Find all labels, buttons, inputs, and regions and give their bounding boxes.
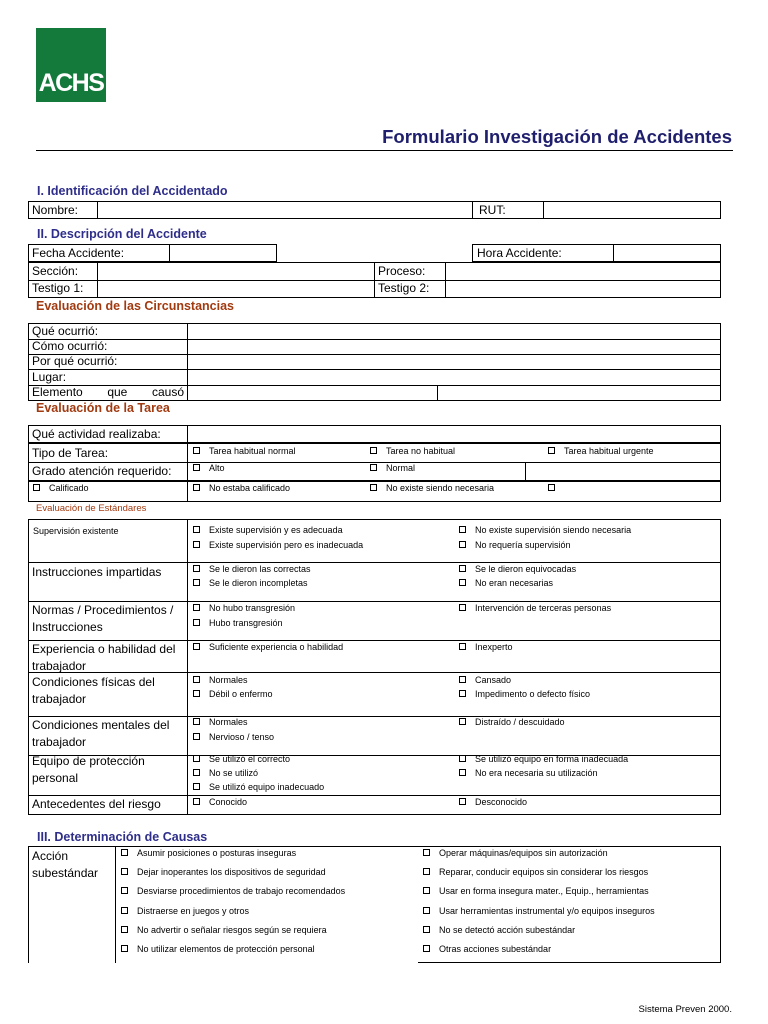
nombre-field[interactable] (99, 202, 471, 218)
proceso-field[interactable] (447, 263, 720, 279)
section-1-heading: I. Identificación del Accidentado (37, 184, 228, 198)
lugar-label: Lugar: (32, 370, 67, 384)
section-2-heading: II. Descripción del Accidente (37, 227, 207, 241)
testigo1-label: Testigo 1: (32, 281, 84, 295)
standards-table (28, 519, 721, 815)
calificacion-option[interactable]: Calificado (33, 483, 89, 494)
std-option[interactable]: No se utilizó (193, 768, 258, 779)
seccion-label: Sección: (32, 264, 79, 278)
tipo-tarea-label: Tipo de Tarea: (32, 446, 109, 460)
cause-option[interactable]: Dejar inoperantes los dispositivos de seguridad (121, 867, 326, 878)
std-label-epp: Equipo de protección personal (32, 754, 145, 785)
std-option[interactable]: No era necesaria su utilización (459, 768, 598, 779)
tipo-option[interactable]: Tarea habitual urgente (548, 446, 654, 457)
std-option[interactable]: Se le dieron equivocadas (459, 564, 576, 575)
task-heading: Evaluación de la Tarea (36, 401, 170, 415)
causes-top-line (28, 846, 721, 847)
std-label-instrucciones: Instrucciones impartidas (32, 565, 162, 579)
page-title: Formulario Investigación de Accidentes (382, 126, 732, 147)
seccion-testigo-table (28, 262, 721, 298)
std-option[interactable]: No eran necesarias (459, 578, 553, 589)
std-option[interactable]: Distraído / descuidado (459, 717, 565, 728)
testigo2-label: Testigo 2: (378, 281, 430, 295)
circumstances-table (28, 323, 721, 401)
cause-option[interactable]: Reparar, conducir equipos sin considerar los riesgos (423, 867, 648, 878)
porque-ocurrio-label: Por qué ocurrió: (32, 354, 118, 368)
std-option[interactable]: No requería supervisión (459, 540, 571, 551)
std-option[interactable]: Normales (193, 717, 248, 728)
std-option[interactable]: Inexperto (459, 642, 513, 653)
achs-logo (36, 28, 106, 102)
calificacion-option[interactable] (548, 483, 564, 494)
std-option[interactable]: Se utilizó equipo inadecuado (193, 782, 324, 793)
causes-bottom-line (418, 962, 720, 963)
proceso-label: Proceso: (378, 264, 426, 278)
que-ocurrio-label: Qué ocurrió: (32, 324, 99, 338)
cause-option[interactable]: Usar en forma insegura mater., Equip., herramientas (423, 886, 649, 897)
testigo1-field[interactable] (99, 281, 373, 297)
std-option[interactable]: Se le dieron las correctas (193, 564, 311, 575)
std-label-fisicas: Condiciones físicas del trabajador (32, 675, 155, 706)
calificacion-option[interactable]: No estaba calificado (193, 483, 290, 494)
std-label-supervision: Supervisión existente (33, 526, 119, 536)
nombre-label: Nombre: (32, 203, 79, 217)
causes-right-line (720, 846, 721, 963)
fecha-field[interactable] (171, 245, 276, 261)
como-ocurrio-label: Cómo ocurrió: (32, 339, 108, 353)
grado-label: Grado atención requerido: (32, 464, 172, 478)
cause-option[interactable]: No se detectó acción subestándar (423, 925, 575, 936)
std-option[interactable]: Existe supervisión y es adecuada (193, 525, 343, 536)
grado-option[interactable]: Alto (193, 463, 225, 474)
std-option[interactable]: Normales (193, 675, 248, 686)
cause-option[interactable]: Desviarse procedimientos de trabajo recomendados (121, 886, 345, 897)
accion-subestandar-label: Acción subestándar (32, 849, 99, 880)
rut-field[interactable] (545, 202, 720, 218)
tipo-option[interactable]: Tarea habitual normal (193, 446, 296, 457)
std-label-antecedentes: Antecedentes del riesgo (32, 797, 161, 811)
std-label-experiencia: Experiencia o habilidad del trabajador (32, 642, 176, 673)
causes-left-line (28, 846, 29, 963)
std-option[interactable]: Intervención de terceras personas (459, 603, 611, 614)
standards-heading: Evaluación de Estándares (36, 503, 147, 514)
std-option[interactable]: Nervioso / tenso (193, 732, 274, 743)
grado-option[interactable]: Normal (370, 463, 415, 474)
std-option[interactable]: Impedimento o defecto físico (459, 689, 590, 700)
actividad-table (28, 425, 721, 443)
std-option[interactable]: Hubo transgresión (193, 618, 283, 629)
calificacion-table (28, 481, 721, 502)
causes-divider (115, 846, 116, 963)
std-option[interactable]: Suficiente experiencia o habilidad (193, 642, 343, 653)
cause-option[interactable]: Distraerse en juegos y otros (121, 906, 249, 917)
std-option[interactable]: Se utilizó el correcto (193, 754, 290, 765)
tipo-option[interactable]: Tarea no habitual (370, 446, 455, 457)
std-label-normas: Normas / Procedimientos / Instrucciones (32, 603, 174, 634)
hora-field[interactable] (615, 245, 720, 261)
tipo-grado-table (28, 443, 721, 481)
seccion-field[interactable] (99, 263, 373, 279)
std-option[interactable]: Débil o enfermo (193, 689, 273, 700)
std-option[interactable]: Se le dieron incompletas (193, 578, 308, 589)
section-3-heading: III. Determinación de Causas (37, 830, 208, 844)
std-option[interactable]: Conocido (193, 797, 247, 808)
std-option[interactable]: Se utilizó equipo en forma inadecuada (459, 754, 628, 765)
identification-table (28, 201, 721, 219)
std-option[interactable]: No existe supervisión siendo necesaria (459, 525, 631, 536)
std-label-mentales: Condiciones mentales del trabajador (32, 718, 170, 749)
cause-option[interactable]: No advertir o señalar riesgos según se requiera (121, 925, 327, 936)
rut-label: RUT: (479, 203, 506, 217)
circumstances-heading: Evaluación de las Circunstancias (36, 299, 234, 313)
fecha-table (28, 244, 277, 262)
cause-option[interactable]: Usar herramientas instrumental y/o equipos inseguros (423, 906, 655, 917)
std-option[interactable]: No hubo transgresión (193, 603, 295, 614)
elemento-label: Elemento que causó (32, 385, 184, 399)
std-option[interactable]: Desconocido (459, 797, 527, 808)
cause-option[interactable]: No utilizar elementos de protección personal (121, 944, 315, 955)
std-option[interactable]: Cansado (459, 675, 511, 686)
cause-option[interactable]: Otras acciones subestándar (423, 944, 551, 955)
cause-option[interactable]: Operar máquinas/equipos sin autorización (423, 848, 608, 859)
hora-table (472, 244, 721, 262)
logo-text: ACHS (38, 69, 104, 97)
hora-label: Hora Accidente: (477, 246, 562, 260)
testigo2-field[interactable] (447, 281, 720, 297)
footer-text: Sistema Preven 2000. (638, 1004, 732, 1015)
calificacion-option[interactable]: No existe siendo necesaria (370, 483, 494, 494)
actividad-label: Qué actividad realizaba: (32, 427, 161, 441)
title-divider (36, 150, 733, 151)
fecha-label: Fecha Accidente: (32, 246, 125, 260)
std-option[interactable]: Existe supervisión pero es inadecuada (193, 540, 363, 551)
cause-option[interactable]: Asumir posiciones o posturas inseguras (121, 848, 296, 859)
